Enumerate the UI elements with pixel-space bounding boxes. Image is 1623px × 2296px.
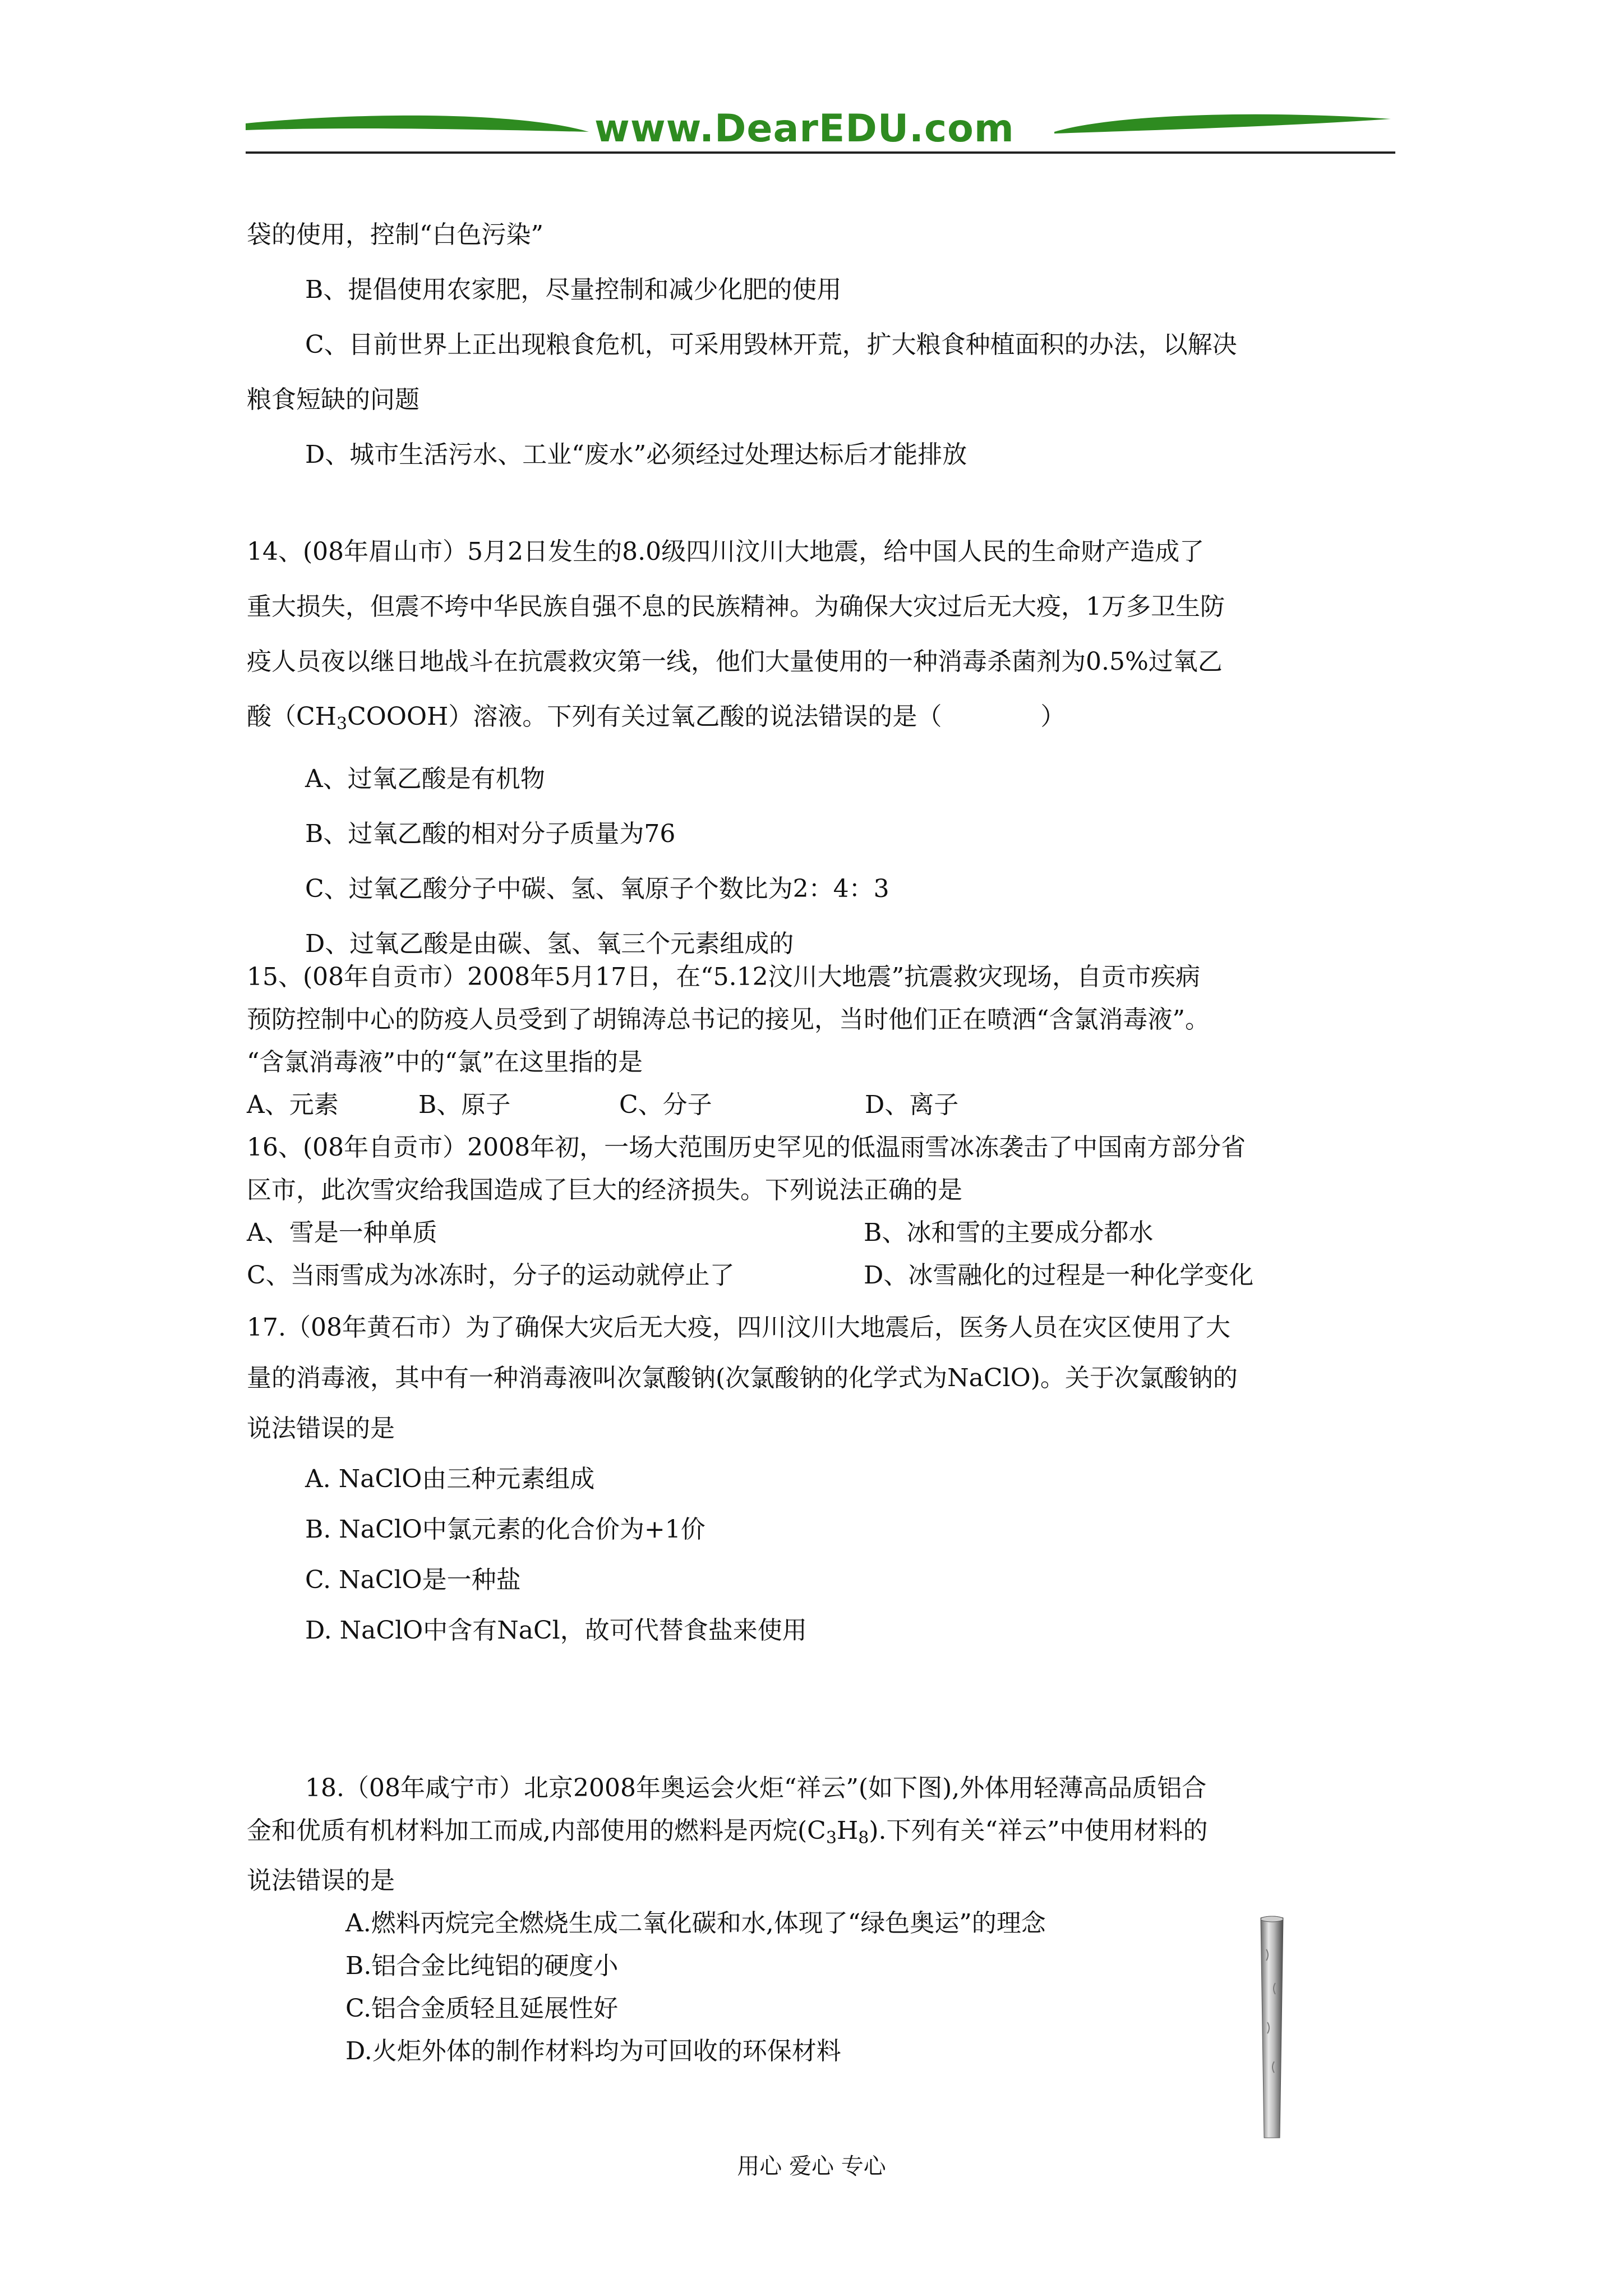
q16-stem-line2: 区市，此次雪灾给我国造成了巨大的经济损失。下列说法正确的是 bbox=[247, 1176, 962, 1204]
q14-stem-line2: 重大损失，但震不垮中华民族自强不息的民族精神。为确保大灾过后无大疫，1万多卫生防 bbox=[247, 592, 1225, 621]
site-logo-text: www.DearEDU.com bbox=[594, 107, 1015, 151]
q14-stem-line4: 酸$(CH_3COOOH)$溶液。下列有关过氧乙酸的说法错误的是（ ） bbox=[247, 702, 1066, 734]
q15-option-b: B、原子 bbox=[418, 1091, 511, 1119]
q16-option-b: B、冰和雪的主要成分都水 bbox=[864, 1218, 1154, 1247]
q15-option-c: C、分子 bbox=[619, 1091, 712, 1119]
q18-stem-line1: 18.（08年咸宁市）北京2008年奥运会火炬“祥云”(如下图),外体用轻薄高品质铝合 bbox=[305, 1774, 1207, 1802]
q18-option-a: A.燃料丙烷完全燃烧生成二氧化碳和水,体现了“绿色奥运”的理念 bbox=[345, 1909, 1046, 1938]
q18-stem-line2: 金和优质有机材料加工而成,内部使用的燃料是丙烷$(C_3H_8)$.下列有关“祥云”中使用材料的 bbox=[247, 1816, 1208, 1848]
q15-stem-line3: “含氯消毒液”中的“氯”在这里指的是 bbox=[247, 1048, 643, 1076]
header-rule bbox=[246, 151, 1395, 154]
q14-option-d: D、过氧乙酸是由碳、氢、氧三个元素组成的 bbox=[305, 930, 794, 958]
q16-block bbox=[247, 1126, 1391, 1297]
q17-stem-line1: 17.（08年黄石市）为了确保大灾后无大疫，四川汶川大地震后，医务人员在灾区使用了大 bbox=[247, 1313, 1230, 1342]
q13-block bbox=[247, 208, 1391, 482]
q15-stem-line1: 15、(08年自贡市）2008年5月17日，在“5.12汶川大地震”抗震救灾现场，自贡市疾病 bbox=[247, 963, 1201, 991]
q13-option-b: B、提倡使用农家肥，尽量控制和减少化肥的使用 bbox=[305, 275, 842, 304]
q16-option-a: A、雪是一种单质 bbox=[247, 1218, 437, 1247]
page-header bbox=[0, 0, 1623, 168]
q16-option-d: D、冰雪融化的过程是一种化学变化 bbox=[864, 1261, 1254, 1290]
q17-option-c: C. NaClO是一种盐 bbox=[305, 1566, 521, 1594]
q15-stem-line2: 预防控制中心的防疫人员受到了胡锦涛总书记的接见，当时他们正在喷洒“含氯消毒液”。 bbox=[247, 1005, 1210, 1034]
q14-block bbox=[247, 524, 1391, 972]
q18-option-d: D.火炬外体的制作材料均为可回收的环保材料 bbox=[345, 2037, 841, 2065]
q18-option-c: C.铝合金质轻且延展性好 bbox=[345, 1994, 619, 2023]
q15-option-d: D、离子 bbox=[865, 1091, 959, 1119]
q18-stem-line3: 说法错误的是 bbox=[247, 1866, 395, 1895]
q14-option-c: C、过氧乙酸分子中碳、氢、氧原子个数比为2：4：3 bbox=[305, 875, 889, 903]
q14-option-b: B、过氧乙酸的相对分子质量为76 bbox=[305, 820, 676, 848]
q13-continuation: 袋的使用，控制“白色污染” bbox=[247, 220, 543, 249]
q13-option-c-line1: C、目前世界上正出现粮食危机，可采用毁林开荒，扩大粮食种植面积的办法，以解决 bbox=[305, 330, 1237, 359]
q14-stem-line3: 疫人员夜以继日地战斗在抗震救灾第一线，他们大量使用的一种消毒杀菌剂为0.5%过氧乙 bbox=[247, 647, 1223, 676]
page-footer: 用心 爱心 专心 bbox=[737, 2154, 886, 2179]
torch-image bbox=[1255, 1916, 1289, 2140]
q14-stem-line1: 14、(08年眉山市）5月2日发生的8.0级四川汶川大地震，给中国人民的生命财产造成了 bbox=[247, 537, 1205, 566]
q17-stem-line3: 说法错误的是 bbox=[247, 1414, 395, 1443]
q15-option-a: A、元素 bbox=[247, 1091, 339, 1119]
q16-options-row1 bbox=[247, 1212, 1391, 1254]
q16-options-row2 bbox=[247, 1254, 1391, 1297]
q15-block bbox=[247, 956, 1391, 1126]
q18-option-b: B.铝合金比纯铝的硬度小 bbox=[345, 1952, 619, 1980]
q17-block bbox=[247, 1303, 1391, 1656]
q14-option-a: A、过氧乙酸是有机物 bbox=[305, 765, 545, 793]
q15-options bbox=[247, 1084, 1391, 1126]
q16-stem-line1: 16、(08年自贡市）2008年初，一场大范围历史罕见的低温雨雪冰冻袭击了中国南方部分省 bbox=[247, 1133, 1246, 1162]
q13-option-c-line2: 粮食短缺的问题 bbox=[247, 385, 419, 414]
q13-option-d: D、城市生活污水、工业“废水”必须经过处理达标后才能排放 bbox=[305, 440, 967, 469]
q16-option-c: C、当雨雪成为冰冻时，分子的运动就停止了 bbox=[247, 1261, 735, 1290]
q17-option-a: A. NaClO由三种元素组成 bbox=[305, 1465, 595, 1493]
q17-option-d: D. NaClO中含有NaCl，故可代替食盐来使用 bbox=[305, 1616, 807, 1645]
q17-stem-line2: 量的消毒液，其中有一种消毒液叫次氯酸钠(次氯酸钠的化学式为NaClO)。关于次氯酸钠的 bbox=[247, 1364, 1238, 1392]
q17-option-b: B. NaClO中氯元素的化合价为+1价 bbox=[305, 1515, 706, 1544]
q18-block bbox=[247, 1767, 1391, 2073]
